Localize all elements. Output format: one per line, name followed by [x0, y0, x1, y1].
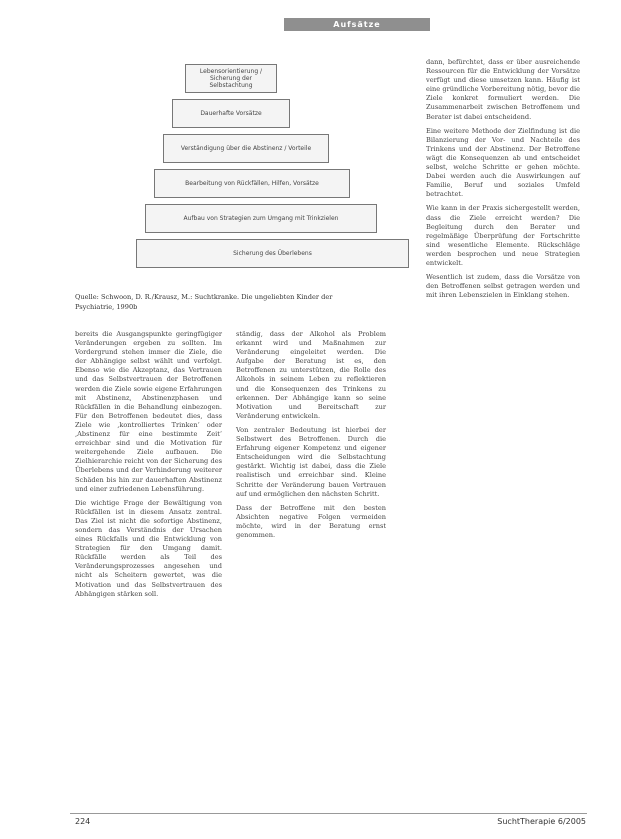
figure-caption: Quelle: Schwoon, D. R./Krausz, M.: Suchtkranke. Die ungeliebten Kinder der Psychiatrie, 1990b	[75, 293, 333, 311]
pyramid-level-1: Lebensorientierung / Sicherung der Selbstachtung	[185, 64, 277, 93]
paragraph: Von zentraler Bedeutung ist hierbei der Selbstwert des Betroffenen. Durch die Erfahrung eigener Kompetenz und eigener Entscheidungen wird die Selbstachtung gestärkt. Wichtig ist dabei, dass die Ziele realistisch und erreichbar sind. Kleine Schritte der Veränderung bauen Vertrauen auf und ermöglichen den nächsten Schritt.	[236, 425, 386, 498]
paragraph: dann, befürchtet, dass er über ausreichende Ressourcen für die Entwicklung der Vorsätze verfügt und diese umsetzen kann. Häufig ist eine gründliche Vorbereitung nötig, bevor die Ziele konkret formuliert werden. Die Zusammenarbeit zwischen Betroffenem und Berater ist dabei entscheidend.	[426, 58, 580, 121]
pyramid-level-2: Dauerhafte Vorsätze	[172, 99, 290, 128]
pyramid-level-4: Bearbeitung von Rückfällen, Hilfen, Vorsätze	[154, 169, 350, 198]
section-label: Aufsätze	[284, 18, 430, 31]
journal-reference: SuchtTherapie 6/2005	[497, 817, 586, 826]
paragraph: Wie kann in der Praxis sichergestellt werden, dass die Ziele erreicht werden? Die Begleitung durch den Berater und regelmäßige Überprüfung der Fortschritte sind wesentliche Elemente. Rückschläge werden besprochen und neue Strategien entwickelt.	[426, 204, 580, 267]
paragraph: Wesentlich ist zudem, dass die Vorsätze von den Betroffenen selbst getragen werden und mit ihren Lebenszielen in Einklang stehen.	[426, 273, 580, 300]
text-column-2	[236, 330, 386, 545]
paragraph: bereits die Ausgangspunkte geringfügiger Veränderungen ergeben zu sollten. Im Vordergrund stehen immer die Ziele, die der Abhängige selbst wählt und verfolgt. Ebenso wie die Akzeptanz, das Vertrauen und das Selbstvertrauen der Betroffenen werden die Ziele sowie eigene Erfahrungen mit Abstinenz, Abstinenzphasen und Rückfällen in die Behandlung einbezogen. Für den Betroffenen bedeutet dies, dass Ziele wie ‚kontrolliertes Trinken‘ oder ‚Abstinenz für eine bestimmte Zeit‘ erreichbar sind und die Motivation für weitergehende Ziele aufbauen. Die Zielhierarchie reicht von der Sicherung des Überlebens und der Verhinderung weiterer Schäden bis hin zur dauerhaften Abstinenz und einer zufriedenen Lebensführung.	[75, 330, 222, 493]
pyramid-figure	[140, 64, 413, 274]
paragraph: ständig, dass der Alkohol als Problem erkannt wird und Maßnahmen zur Veränderung eingeleitet werden. Die Aufgabe der Beratung ist es, den Betroffenen zu unterstützen, die Rolle des Alkohols in seinem Leben zu reflektieren und die Konsequenzen des Trinkens zu erkennen. Der Abhängige kann so seine Motivation und Bereitschaft zur Veränderung entwickeln.	[236, 330, 386, 420]
page-number: 224	[75, 817, 91, 826]
paragraph: Die wichtige Frage der Bewältigung von Rückfällen ist in diesem Ansatz zentral. Das Ziel ist nicht die sofortige Abstinenz, sondern das Verständnis der Ursachen eines Rückfalls und die Entwicklung von Strategien für den Umgang damit. Rückfälle werden als Teil des Veränderungsprozesses angesehen und nicht als Scheitern gewertet, was die Motivation und das Selbstvertrauen des Abhängigen stärken soll.	[75, 498, 222, 598]
pyramid-level-5: Aufbau von Strategien zum Umgang mit Trinkzielen	[145, 204, 377, 233]
pyramid-level-6: Sicherung des Überlebens	[136, 239, 409, 268]
pyramid-level-3: Verständigung über die Abstinenz / Vorteile	[163, 134, 329, 163]
text-column-3	[426, 58, 580, 305]
paragraph: Eine weitere Methode der Zielfindung ist die Bilanzierung der Vor- und Nachteile des Trinkens und der Abstinenz. Der Betroffene wägt die Konsequenzen ab und entscheidet selbst, welche Schritte er gehen möchte. Dabei werden auch die Auswirkungen auf Familie, Beruf und soziales Umfeld betrachtet.	[426, 126, 580, 199]
paragraph: Dass der Betroffene mit den besten Absichten negative Folgen vermeiden möchte, wird in der Beratung ernst genommen.	[236, 503, 386, 539]
text-column-1	[75, 330, 222, 604]
footer-divider	[70, 813, 587, 814]
